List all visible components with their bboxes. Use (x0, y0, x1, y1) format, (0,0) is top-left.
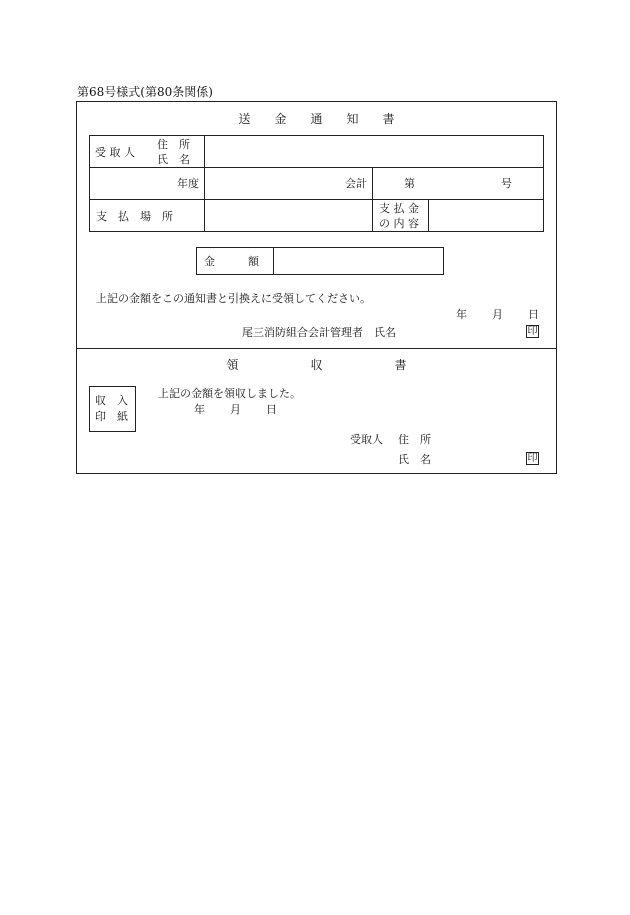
seal-stamp-icon: 印 (527, 326, 538, 337)
receipt-date-day: 日 (266, 403, 277, 416)
section-divider (76, 348, 557, 349)
recipient-field[interactable] (205, 136, 543, 166)
address-label: 住 所 (157, 138, 190, 151)
recipient-label: 受 取 人 (95, 146, 135, 159)
notice-title: 送 金 通 知 書 (238, 112, 395, 126)
account-label: 会計 (345, 177, 367, 190)
revenue-stamp-box (89, 386, 136, 432)
number-suffix: 号 (501, 177, 512, 190)
table-col-divider (372, 167, 373, 232)
notice-date-year: 年 (456, 308, 467, 321)
payment-details-label-line2: の 内 容 (379, 217, 419, 230)
notice-instruction: 上記の金額をこの通知書と引換えに受領してください。 (96, 292, 371, 305)
issuer-label: 尾三消防組合会計管理者 氏名 (242, 326, 396, 339)
revenue-stamp-line2: 印 紙 (95, 410, 128, 423)
receipt-name-label: 氏 名 (398, 453, 431, 466)
payment-place-label: 支 払 場 所 (96, 210, 173, 223)
amount-label: 金 額 (204, 255, 259, 268)
payment-details-field[interactable] (429, 200, 543, 231)
revenue-stamp-line1: 収 入 (95, 394, 128, 407)
amount-field[interactable] (274, 248, 443, 274)
account-field[interactable] (205, 168, 371, 198)
receipt-statement: 上記の金額を領収しました。 (158, 387, 301, 400)
fiscal-year-label: 年度 (177, 177, 199, 190)
receipt-title: 領 収 書 (226, 358, 407, 372)
notice-date-month: 月 (492, 308, 503, 321)
name-label: 氏 名 (157, 153, 190, 166)
payment-place-field[interactable] (205, 200, 371, 231)
receipt-date-year: 年 (194, 403, 205, 416)
receipt-date-month: 月 (230, 403, 241, 416)
notice-date-day: 日 (528, 308, 539, 321)
receipt-seal-stamp-icon: 印 (527, 453, 538, 464)
payment-details-label-line1: 支 払 金 (379, 202, 419, 215)
receipt-address-label: 住 所 (398, 433, 431, 446)
receipt-recipient-label: 受取人 (350, 433, 383, 446)
form-number: 第68号様式(第80条関係) (77, 85, 213, 99)
number-field[interactable] (420, 168, 498, 198)
number-prefix: 第 (404, 177, 415, 190)
